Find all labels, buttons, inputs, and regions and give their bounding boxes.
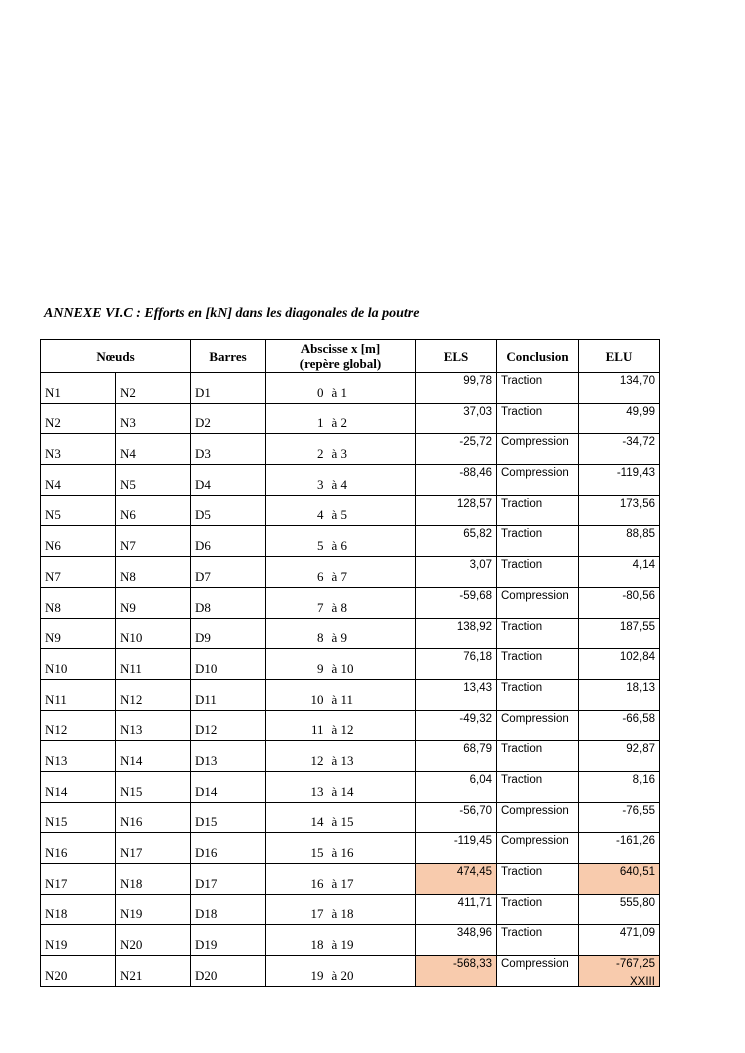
table-row [41,557,660,588]
abscissa-from-cell: 12 [266,741,328,772]
els-cell: 13,43 [416,679,497,710]
abscissa-from-cell: 15 [266,833,328,864]
bar-cell: D4 [191,465,266,496]
abscissa-from-cell: 19 [266,956,328,987]
els-cell: 128,57 [416,495,497,526]
elu-cell: 134,70 [579,373,660,404]
elu-cell: 88,85 [579,526,660,557]
node-end-cell: N9 [116,587,191,618]
node-start-cell: N5 [41,495,116,526]
node-end-cell: N21 [116,956,191,987]
table-row [41,741,660,772]
node-start-cell: N2 [41,403,116,434]
abscissa-to-cell: à 8 [328,587,416,618]
elu-cell: 555,80 [579,894,660,925]
els-cell: 411,71 [416,894,497,925]
header-noeuds: Nœuds [41,340,191,373]
elu-cell: 8,16 [579,771,660,802]
els-cell: 138,92 [416,618,497,649]
abscissa-to-cell: à 19 [328,925,416,956]
elu-cell: 471,09 [579,925,660,956]
node-start-cell: N16 [41,833,116,864]
abscissa-to-cell: à 11 [328,679,416,710]
abscissa-from-cell: 14 [266,802,328,833]
node-start-cell: N19 [41,925,116,956]
els-cell: 474,45 [416,864,497,895]
elu-cell: 173,56 [579,495,660,526]
table-row [41,495,660,526]
elu-cell: 4,14 [579,557,660,588]
table-row [41,679,660,710]
elu-cell: 92,87 [579,741,660,772]
abscissa-to-cell: à 20 [328,956,416,987]
bar-cell: D13 [191,741,266,772]
node-start-cell: N11 [41,679,116,710]
abscissa-to-cell: à 6 [328,526,416,557]
node-start-cell: N3 [41,434,116,465]
bar-cell: D12 [191,710,266,741]
table-row [41,587,660,618]
bar-cell: D17 [191,864,266,895]
abscissa-from-cell: 6 [266,557,328,588]
page-number: XXIII [630,976,655,988]
node-start-cell: N10 [41,649,116,680]
conclusion-cell: Compression [497,587,579,618]
els-cell: 99,78 [416,373,497,404]
table-row [41,649,660,680]
abscissa-from-cell: 4 [266,495,328,526]
els-cell: -119,45 [416,833,497,864]
bar-cell: D2 [191,403,266,434]
abscissa-to-cell: à 14 [328,771,416,802]
abscissa-from-cell: 17 [266,894,328,925]
node-end-cell: N18 [116,864,191,895]
abscissa-to-cell: à 5 [328,495,416,526]
abscissa-from-cell: 3 [266,465,328,496]
abscissa-from-cell: 10 [266,679,328,710]
table-row [41,925,660,956]
bar-cell: D10 [191,649,266,680]
els-cell: 68,79 [416,741,497,772]
annex-title: ANNEXE VI.C : Efforts en [kN] dans les diagonales de la poutre [44,306,420,321]
els-cell: -568,33 [416,956,497,987]
table-row [41,802,660,833]
header-barres: Barres [191,340,266,373]
conclusion-cell: Traction [497,403,579,434]
table-row [41,403,660,434]
abscissa-from-cell: 1 [266,403,328,434]
bar-cell: D16 [191,833,266,864]
table-row [41,710,660,741]
abscissa-from-cell: 0 [266,373,328,404]
node-start-cell: N12 [41,710,116,741]
conclusion-cell: Traction [497,495,579,526]
elu-cell: -80,56 [579,587,660,618]
abscissa-to-cell: à 10 [328,649,416,680]
conclusion-cell: Compression [497,710,579,741]
table-row [41,864,660,895]
node-end-cell: N15 [116,771,191,802]
bar-cell: D15 [191,802,266,833]
els-cell: 65,82 [416,526,497,557]
els-cell: -49,32 [416,710,497,741]
abscissa-from-cell: 5 [266,526,328,557]
node-end-cell: N2 [116,373,191,404]
node-end-cell: N14 [116,741,191,772]
node-start-cell: N7 [41,557,116,588]
abscissa-from-cell: 7 [266,587,328,618]
els-cell: -25,72 [416,434,497,465]
header-els: ELS [416,340,497,373]
elu-cell: -119,43 [579,465,660,496]
table-row [41,771,660,802]
abscissa-to-cell: à 13 [328,741,416,772]
conclusion-cell: Traction [497,526,579,557]
node-start-cell: N15 [41,802,116,833]
abscissa-from-cell: 18 [266,925,328,956]
node-end-cell: N13 [116,710,191,741]
node-end-cell: N11 [116,649,191,680]
conclusion-cell: Traction [497,618,579,649]
bar-cell: D7 [191,557,266,588]
table-row [41,618,660,649]
abscissa-from-cell: 13 [266,771,328,802]
node-end-cell: N16 [116,802,191,833]
abscissa-to-cell: à 1 [328,373,416,404]
elu-cell: -76,55 [579,802,660,833]
bar-cell: D8 [191,587,266,618]
node-end-cell: N3 [116,403,191,434]
elu-cell: -34,72 [579,434,660,465]
conclusion-cell: Traction [497,649,579,680]
elu-cell: 187,55 [579,618,660,649]
abscissa-from-cell: 2 [266,434,328,465]
bar-cell: D14 [191,771,266,802]
table-row [41,833,660,864]
table-row [41,956,660,987]
header-abscisse [266,340,416,373]
abscissa-to-cell: à 4 [328,465,416,496]
elu-cell: 49,99 [579,403,660,434]
conclusion-cell: Traction [497,894,579,925]
node-start-cell: N1 [41,373,116,404]
abscissa-to-cell: à 12 [328,710,416,741]
node-start-cell: N14 [41,771,116,802]
node-start-cell: N9 [41,618,116,649]
elu-cell: 102,84 [579,649,660,680]
node-end-cell: N10 [116,618,191,649]
abscissa-from-cell: 11 [266,710,328,741]
conclusion-cell: Compression [497,802,579,833]
abscissa-to-cell: à 3 [328,434,416,465]
bar-cell: D11 [191,679,266,710]
node-end-cell: N6 [116,495,191,526]
els-cell: 348,96 [416,925,497,956]
header-elu: ELU [579,340,660,373]
abscissa-to-cell: à 7 [328,557,416,588]
abscissa-to-cell: à 18 [328,894,416,925]
node-end-cell: N17 [116,833,191,864]
els-cell: -59,68 [416,587,497,618]
conclusion-cell: Traction [497,557,579,588]
node-end-cell: N20 [116,925,191,956]
abscissa-to-cell: à 2 [328,403,416,434]
conclusion-cell: Traction [497,771,579,802]
header-conclusion: Conclusion [497,340,579,373]
elu-cell: -767,25 [579,956,660,987]
node-end-cell: N8 [116,557,191,588]
bar-cell: D18 [191,894,266,925]
node-end-cell: N19 [116,894,191,925]
bar-cell: D5 [191,495,266,526]
abscissa-to-cell: à 17 [328,864,416,895]
conclusion-cell: Traction [497,373,579,404]
node-start-cell: N20 [41,956,116,987]
elu-cell: 640,51 [579,864,660,895]
els-cell: -88,46 [416,465,497,496]
els-cell: 6,04 [416,771,497,802]
node-end-cell: N5 [116,465,191,496]
elu-cell: -161,26 [579,833,660,864]
conclusion-cell: Compression [497,434,579,465]
elu-cell: -66,58 [579,710,660,741]
node-start-cell: N17 [41,864,116,895]
node-start-cell: N18 [41,894,116,925]
abscissa-to-cell: à 9 [328,618,416,649]
table-row [41,465,660,496]
bar-cell: D1 [191,373,266,404]
table-row [41,894,660,925]
els-cell: 37,03 [416,403,497,434]
conclusion-cell: Traction [497,679,579,710]
conclusion-cell: Compression [497,465,579,496]
abscissa-to-cell: à 15 [328,802,416,833]
header-abscisse-line2: (repère global) [299,356,382,371]
els-cell: 76,18 [416,649,497,680]
node-end-cell: N7 [116,526,191,557]
conclusion-cell: Traction [497,925,579,956]
els-cell: -56,70 [416,802,497,833]
node-start-cell: N6 [41,526,116,557]
table-row [41,434,660,465]
bar-cell: D20 [191,956,266,987]
bar-cell: D6 [191,526,266,557]
abscissa-from-cell: 16 [266,864,328,895]
bar-cell: D9 [191,618,266,649]
conclusion-cell: Compression [497,956,579,987]
node-start-cell: N4 [41,465,116,496]
header-abscisse-line1: Abscisse x [m] [300,341,381,356]
conclusion-cell: Traction [497,741,579,772]
abscissa-to-cell: à 16 [328,833,416,864]
table-header-row [41,340,660,373]
node-end-cell: N12 [116,679,191,710]
diagonal-forces-table [40,339,660,987]
abscissa-from-cell: 9 [266,649,328,680]
node-start-cell: N13 [41,741,116,772]
node-start-cell: N8 [41,587,116,618]
els-cell: 3,07 [416,557,497,588]
elu-cell: 18,13 [579,679,660,710]
conclusion-cell: Traction [497,864,579,895]
node-end-cell: N4 [116,434,191,465]
bar-cell: D19 [191,925,266,956]
bar-cell: D3 [191,434,266,465]
table-body [41,373,660,987]
abscissa-from-cell: 8 [266,618,328,649]
conclusion-cell: Compression [497,833,579,864]
table-row [41,373,660,404]
table-row [41,526,660,557]
